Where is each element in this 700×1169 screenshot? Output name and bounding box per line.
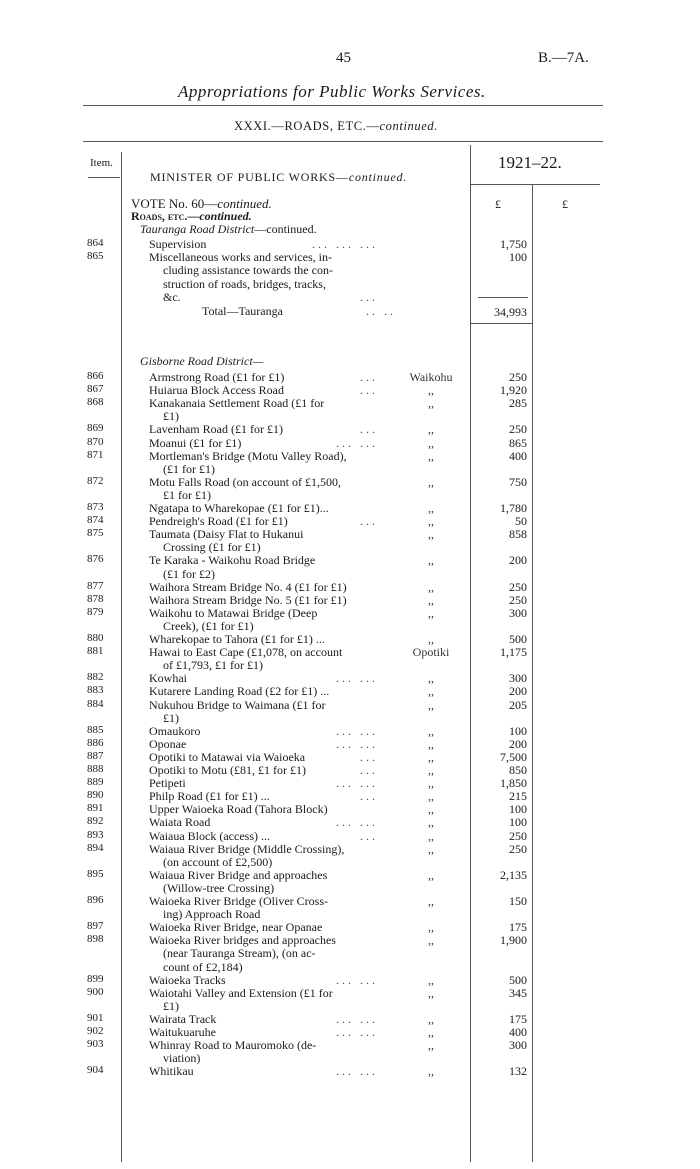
item-description: Waiata Road <box>149 815 211 830</box>
item-description: Opotiki to Matawai via Waioeka <box>149 749 306 764</box>
item-number: 898 <box>87 933 104 946</box>
table-row <box>0 396 700 409</box>
tauranga-total-label: Total—Tauranga <box>202 304 283 318</box>
table-row <box>0 645 700 658</box>
item-description: viation) <box>163 1051 201 1066</box>
leader-dots: ... <box>360 789 378 804</box>
roads-heading-cont: continued. <box>199 209 252 223</box>
table-row-continuation <box>0 277 700 290</box>
tauranga-heading-cont: —continued. <box>254 222 317 236</box>
leader-dots: ... ... <box>336 776 378 791</box>
page-number: 45 <box>336 50 351 66</box>
item-number: 867 <box>87 383 104 396</box>
table-row <box>0 606 700 619</box>
amount: 1,175 <box>500 645 527 660</box>
item-description: £1) <box>163 409 179 424</box>
table-row-continuation <box>0 462 700 475</box>
item-description: of £1,793, £1 for £1) <box>163 658 263 673</box>
item-description: Taumata (Daisy Flat to Hukanui <box>149 527 304 542</box>
electoral-district: ,, <box>428 749 434 764</box>
table-row <box>0 383 700 396</box>
electoral-district: ,, <box>428 894 434 908</box>
item-description: cluding assistance towards the con- <box>163 263 333 278</box>
tauranga-heading-name: Tauranga Road District <box>140 222 255 236</box>
item-number: 875 <box>87 527 104 540</box>
electoral-district: ,, <box>428 789 434 804</box>
table-row <box>0 829 700 842</box>
electoral-district: ,, <box>428 422 434 437</box>
item-description: Waiaua Block (access) ... <box>149 828 270 843</box>
electoral-district: ,, <box>428 592 434 607</box>
amount: 300 <box>509 671 527 686</box>
table-row <box>0 815 700 828</box>
amount: 100 <box>509 250 527 265</box>
item-description: Waiotahi Valley and Extension (£1 for <box>149 985 333 1000</box>
leader-dots: ... <box>360 828 378 843</box>
item-number: 883 <box>87 684 104 697</box>
amount: 285 <box>509 396 527 411</box>
amount: 250 <box>509 579 527 594</box>
item-description: Waioeka Tracks <box>149 972 226 987</box>
table-row <box>0 737 700 750</box>
item-number: 896 <box>87 894 104 906</box>
amount: 250 <box>509 592 527 607</box>
leader-dots: ... <box>360 422 378 437</box>
item-description: Oponae <box>149 736 187 751</box>
item-number: 870 <box>87 435 104 448</box>
item-number: 884 <box>87 697 104 710</box>
item-number: 895 <box>87 867 104 880</box>
amount: 1,750 <box>500 237 527 251</box>
electoral-district: ,, <box>428 828 434 843</box>
leader-dots: ... ... <box>336 671 378 686</box>
electoral-district: ,, <box>428 684 434 699</box>
item-description: Armstrong Road (£1 for £1) <box>149 370 285 384</box>
item-description: Lavenham Road (£1 for £1) <box>149 422 283 437</box>
amount: 250 <box>509 370 527 384</box>
amount: 100 <box>509 815 527 830</box>
leader-dots: ... ... <box>336 815 378 830</box>
title-rule <box>83 105 603 106</box>
amount: 175 <box>509 920 527 935</box>
item-description: Motu Falls Road (on account of £1,500, <box>149 474 341 489</box>
table-row <box>0 580 700 593</box>
leader-dots: ... <box>360 370 378 384</box>
table-row <box>0 698 700 711</box>
table-row <box>0 724 700 737</box>
section-subtitle-main: XXXI.—ROADS, ETC.— <box>234 119 380 133</box>
item-number: 901 <box>87 1011 104 1024</box>
item-number: 890 <box>87 789 104 802</box>
item-number: 866 <box>87 370 104 382</box>
table-row <box>0 475 700 488</box>
item-description: £1) <box>163 710 179 725</box>
electoral-district: ,, <box>428 920 434 935</box>
item-description: Wairata Track <box>149 1011 217 1026</box>
leader-dots: ... <box>360 749 378 764</box>
amount: 865 <box>509 435 527 450</box>
item-description: Kutarere Landing Road (£2 for £1) ... <box>149 684 330 699</box>
amount: 1,920 <box>500 383 527 398</box>
electoral-district: ,, <box>428 448 434 463</box>
table-row-continuation <box>0 619 700 632</box>
electoral-district: Opotiki <box>412 645 450 660</box>
table-row-continuation <box>0 658 700 671</box>
leader-dots: ... ... <box>336 1064 378 1079</box>
ministry-heading <box>150 170 407 185</box>
table-row <box>0 1025 700 1038</box>
table-row <box>0 514 700 527</box>
vote-heading-cont: continued. <box>217 196 272 211</box>
item-description: Petipeti <box>149 776 186 791</box>
amount: 1,780 <box>500 501 527 515</box>
item-description: £1 for £1) <box>163 487 211 502</box>
electoral-district: ,, <box>428 802 434 817</box>
leader-dots: ... <box>360 383 378 398</box>
amount: 300 <box>509 605 527 620</box>
amount: 1,900 <box>500 933 527 948</box>
item-description: Waiaua River Bridge (Middle Crossing), <box>149 841 345 856</box>
electoral-district: ,, <box>428 697 434 712</box>
section-subtitle-cont: continued. <box>379 119 438 133</box>
item-description: Ngatapa to Wharekopae (£1 for £1)... <box>149 501 329 515</box>
table-row-continuation <box>0 567 700 580</box>
electoral-district: ,, <box>428 632 434 646</box>
table-row-continuation <box>0 855 700 868</box>
table-row-continuation <box>0 999 700 1012</box>
item-number: 864 <box>87 237 104 249</box>
electoral-district: ,, <box>428 671 434 686</box>
amount: 7,500 <box>500 749 527 764</box>
item-description: Te Karaka - Waikohu Road Bridge <box>149 553 316 568</box>
table-row-continuation <box>0 907 700 920</box>
item-description: count of £2,184) <box>163 959 243 974</box>
table-row <box>0 763 700 776</box>
item-number: 891 <box>87 802 104 815</box>
item-description: Waihora Stream Bridge No. 5 (£1 for £1) <box>149 592 347 607</box>
subtitle-rule <box>83 141 603 142</box>
amount: 215 <box>509 789 527 804</box>
table-row <box>0 553 700 566</box>
item-number: 897 <box>87 920 104 933</box>
item-description: Waioeka River Bridge, near Opanae <box>149 920 323 935</box>
leader-dots: ... <box>360 289 378 304</box>
ministry-heading-main: MINISTER OF PUBLIC WORKS— <box>150 170 349 184</box>
item-number: 877 <box>87 579 104 592</box>
table-row <box>0 436 700 449</box>
item-description: Nukuhou Bridge to Waimana (£1 for <box>149 697 326 712</box>
item-column-header: Item. <box>90 157 113 169</box>
item-number: 889 <box>87 776 104 789</box>
item-description: Kowhai <box>149 671 187 686</box>
amount: 500 <box>509 632 527 646</box>
tauranga-total-dots: .. .. <box>366 304 396 318</box>
amount: 300 <box>509 1038 527 1053</box>
electoral-district: ,, <box>428 763 434 777</box>
table-row-continuation <box>0 881 700 894</box>
electoral-district: ,, <box>428 933 434 948</box>
item-description: ing) Approach Road <box>163 907 261 922</box>
item-description: Waioeka River bridges and approaches <box>149 933 336 948</box>
electoral-district: ,, <box>428 972 434 987</box>
item-number: 904 <box>87 1064 104 1077</box>
electoral-district: ,, <box>428 1025 434 1039</box>
table-row-continuation <box>0 263 700 276</box>
amount: 250 <box>509 828 527 843</box>
amount: 400 <box>509 448 527 463</box>
item-description: (Willow-tree Crossing) <box>163 880 275 895</box>
item-number: 887 <box>87 749 104 762</box>
item-description: Crossing (£1 for £1) <box>163 540 261 555</box>
item-number: 869 <box>87 422 104 435</box>
section-subtitle <box>234 119 438 134</box>
leader-dots: ... ... <box>336 1025 378 1039</box>
table-row <box>0 776 700 789</box>
table-row <box>0 370 700 383</box>
item-description: Supervision <box>149 237 207 251</box>
item-number: 886 <box>87 736 104 749</box>
ministry-heading-cont: continued. <box>348 170 408 184</box>
electoral-district: ,, <box>428 474 434 489</box>
electoral-district: ,, <box>428 841 434 856</box>
electoral-district: ,, <box>428 435 434 450</box>
item-number: 899 <box>87 972 104 985</box>
amount: 175 <box>509 1011 527 1026</box>
amount: 132 <box>509 1064 527 1079</box>
item-number: 903 <box>87 1038 104 1051</box>
item-number: 881 <box>87 645 104 658</box>
amount: 750 <box>509 474 527 489</box>
item-description: Creek), (£1 for £1) <box>163 618 254 633</box>
electoral-district: ,, <box>428 501 434 515</box>
amount: 250 <box>509 841 527 856</box>
electoral-district: ,, <box>428 776 434 791</box>
electoral-district: ,, <box>428 985 434 1000</box>
electoral-district: ,, <box>428 383 434 398</box>
table-row <box>0 894 700 907</box>
item-description: Hawai to East Cape (£1,078, on account <box>149 645 343 660</box>
electoral-district: ,, <box>428 723 434 738</box>
leader-dots: ... ... <box>336 736 378 751</box>
electoral-district: ,, <box>428 1011 434 1026</box>
electoral-district: ,, <box>428 736 434 751</box>
item-number: 879 <box>87 605 104 618</box>
table-row <box>0 802 700 815</box>
item-number: 893 <box>87 828 104 841</box>
table-row <box>0 750 700 763</box>
vote-heading-main: VOTE No. 60— <box>131 196 218 211</box>
item-description: Wharekopae to Tahora (£1 for £1) ... <box>149 632 325 646</box>
electoral-district: ,, <box>428 514 434 529</box>
item-number: 876 <box>87 553 104 566</box>
amount: 850 <box>509 763 527 777</box>
item-description: Moanui (£1 for £1) <box>149 435 242 450</box>
amount: 345 <box>509 985 527 1000</box>
table-row <box>0 632 700 645</box>
item-description: Omaukoro <box>149 723 201 738</box>
table-row <box>0 868 700 881</box>
item-description: Waiaua River Bridge and approaches <box>149 867 328 882</box>
item-number: 873 <box>87 501 104 513</box>
table-row <box>0 237 700 250</box>
item-number: 888 <box>87 763 104 775</box>
table-row <box>0 527 700 540</box>
item-description: Philp Road (£1 for £1) ... <box>149 789 270 804</box>
electoral-district: ,, <box>428 553 434 568</box>
item-number: 868 <box>87 396 104 409</box>
table-row-continuation <box>0 1051 700 1064</box>
table-row <box>0 422 700 435</box>
year-header-rule <box>470 184 600 185</box>
amount: 2,135 <box>500 867 527 882</box>
item-description: £1) <box>163 998 179 1013</box>
electoral-district: ,, <box>428 815 434 830</box>
leader-dots: ... ... <box>336 723 378 738</box>
amount: 250 <box>509 422 527 437</box>
tauranga-subtotal-rule <box>478 297 528 298</box>
electoral-district: ,, <box>428 527 434 542</box>
electoral-district: ,, <box>428 579 434 594</box>
table-row <box>0 684 700 697</box>
amount: 1,850 <box>500 776 527 791</box>
electoral-district: ,, <box>428 605 434 620</box>
table-row-continuation <box>0 960 700 973</box>
item-description: Whitikau <box>149 1064 194 1079</box>
table-row <box>0 250 700 263</box>
item-description: (near Tauranga Stream), (on ac- <box>163 946 316 961</box>
item-description: Waioeka River Bridge (Oliver Cross- <box>149 894 328 908</box>
item-description: Kanakanaia Settlement Road (£1 for <box>149 396 325 411</box>
item-header-rule <box>88 177 120 178</box>
leader-dots: ... ... <box>336 1011 378 1026</box>
amount: 200 <box>509 684 527 699</box>
item-number: 872 <box>87 474 104 487</box>
item-description: Waitukuaruhe <box>149 1025 217 1039</box>
pound-sign-district-total: £ <box>495 197 501 211</box>
item-number: 871 <box>87 448 104 461</box>
item-number: 874 <box>87 514 104 527</box>
electoral-district: ,, <box>428 1064 434 1079</box>
amount: 400 <box>509 1025 527 1039</box>
roads-heading-main: Roads, etc.— <box>131 209 200 223</box>
item-description: (£1 for £2) <box>163 566 215 581</box>
tauranga-heading <box>140 223 317 236</box>
table-row <box>0 1064 700 1077</box>
table-row-continuation <box>0 409 700 422</box>
amount: 500 <box>509 972 527 987</box>
item-number: 902 <box>87 1025 104 1037</box>
table-row-continuation <box>0 711 700 724</box>
amount: 200 <box>509 553 527 568</box>
item-description: Whinray Road to Mauromoko (de- <box>149 1038 317 1053</box>
pound-sign-grand-total: £ <box>562 197 568 211</box>
table-row <box>0 973 700 986</box>
table-row <box>0 671 700 684</box>
table-row <box>0 842 700 855</box>
item-description: Waikohu to Matawai Bridge (Deep <box>149 605 318 620</box>
item-description: &c. <box>163 289 181 304</box>
leader-dots: ... ... <box>336 435 378 450</box>
table-row <box>0 449 700 462</box>
amount: 100 <box>509 802 527 817</box>
item-number: 882 <box>87 671 104 684</box>
leader-dots: ... ... <box>336 972 378 987</box>
amount: 858 <box>509 527 527 542</box>
item-number: 900 <box>87 985 104 998</box>
item-description: Waihora Stream Bridge No. 4 (£1 for £1) <box>149 579 347 594</box>
table-row <box>0 501 700 514</box>
item-number: 892 <box>87 815 104 828</box>
table-row-continuation <box>0 540 700 553</box>
amount: 100 <box>509 723 527 738</box>
item-description: (£1 for £1) <box>163 461 215 476</box>
item-description: Upper Waioeka Road (Tahora Block) <box>149 802 328 817</box>
amount: 205 <box>509 697 527 712</box>
table-row-continuation <box>0 290 700 303</box>
leader-dots: ... <box>360 763 378 777</box>
table-row <box>0 789 700 802</box>
electoral-district: ,, <box>428 396 434 411</box>
gisborne-heading: Gisborne Road District— <box>140 354 264 368</box>
page-title: Appropriations for Public Works Services. <box>178 82 486 101</box>
item-number: 885 <box>87 723 104 736</box>
electoral-district: ,, <box>428 867 434 882</box>
tauranga-total-rule <box>470 323 532 324</box>
electoral-district: Waikohu <box>409 370 453 384</box>
item-description: (on account of £2,500) <box>163 854 273 869</box>
fiscal-year-header: 1921–22. <box>498 153 562 172</box>
table-row <box>0 593 700 606</box>
amount: 150 <box>509 894 527 908</box>
document-series: B.—7A. <box>538 50 589 66</box>
table-row <box>0 986 700 999</box>
item-description: Huiarua Block Access Road <box>149 383 284 398</box>
table-row-continuation <box>0 488 700 501</box>
table-row <box>0 920 700 933</box>
item-number: 880 <box>87 632 104 644</box>
amount: 50 <box>515 514 527 529</box>
table-row <box>0 933 700 946</box>
leader-dots: ... <box>360 514 378 529</box>
item-number: 878 <box>87 592 104 605</box>
table-row <box>0 1038 700 1051</box>
item-description: Miscellaneous works and services, in- <box>149 250 332 265</box>
item-description: Pendreigh's Road (£1 for £1) <box>149 514 288 529</box>
item-number: 894 <box>87 841 104 854</box>
item-description: Mortleman's Bridge (Motu Valley Road), <box>149 448 347 463</box>
table-row <box>0 1012 700 1025</box>
table-row-continuation <box>0 946 700 959</box>
item-description: Opotiki to Motu (£81, £1 for £1) <box>149 763 306 777</box>
item-number: 865 <box>87 250 104 263</box>
electoral-district: ,, <box>428 1038 434 1053</box>
amount: 200 <box>509 736 527 751</box>
item-description: struction of roads, bridges, tracks, <box>163 276 326 291</box>
leader-dots: ... ... ... <box>312 237 378 251</box>
tauranga-total-amount: 34,993 <box>494 305 527 319</box>
